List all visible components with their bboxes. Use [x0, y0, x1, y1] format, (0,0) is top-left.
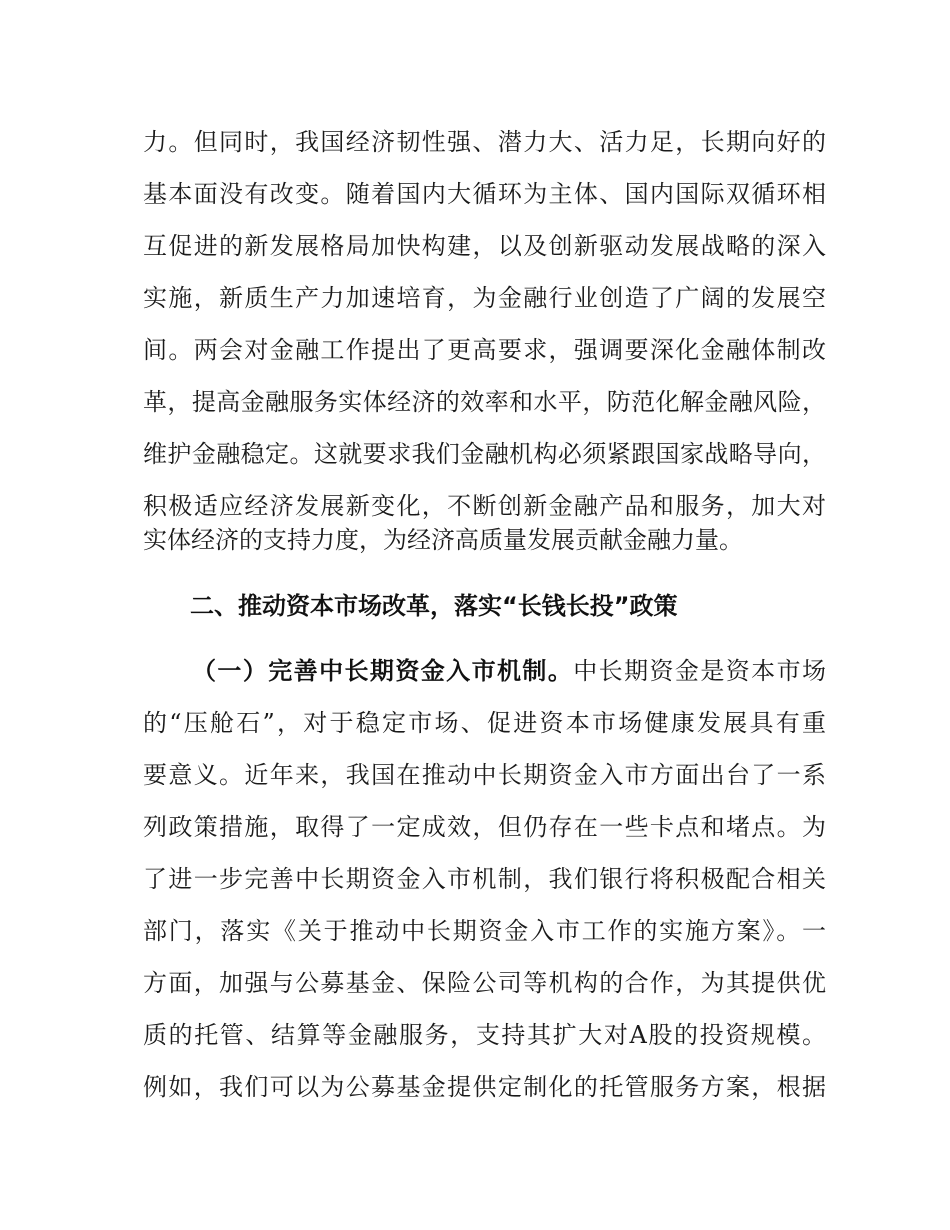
paragraph-line: 维护金融稳定。这就要求我们金融机构必须紧跟国家战略导向， — [143, 440, 826, 468]
paragraph-line: 质的托管、结算等金融服务，支持其扩大对A股的投资规模。 — [143, 1021, 826, 1049]
paragraph-line: 方面，加强与公募基金、保险公司等机构的合作，为其提供优 — [143, 969, 826, 997]
paragraph-line: 的“压舱石”，对于稳定市场、促进资本市场健康发展具有重 — [143, 709, 826, 737]
paragraph-line: 例如，我们可以为公募基金提供定制化的托管服务方案，根据 — [143, 1073, 826, 1101]
paragraph-line: 间。两会对金融工作提出了更高要求，强调要深化金融体制改 — [143, 336, 826, 364]
paragraph-line: 列政策措施，取得了一定成效，但仍存在一些卡点和堵点。为 — [143, 813, 826, 841]
paragraph-line: 革，提高金融服务实体经济的效率和水平，防范化解金融风险， — [143, 388, 826, 416]
paragraph-line: 了进一步完善中长期资金入市机制，我们银行将积极配合相关 — [143, 865, 826, 893]
paragraph-line: 积极适应经济发展新变化，不断创新金融产品和服务，加大对 — [143, 492, 826, 520]
paragraph-line: 力。但同时，我国经济韧性强、潜力大、活力足，长期向好的 — [143, 128, 826, 156]
subsection-first-line — [192, 647, 826, 695]
paragraph-line: 实体经济的支持力度，为经济高质量发展贡献金融力量。 — [143, 526, 743, 554]
subsection-heading: （一）完善中长期资金入市机制。 — [192, 657, 574, 685]
paragraph-line: 部门，落实《关于推动中长期资金入市工作的实施方案》。一 — [143, 917, 826, 945]
paragraph-line: 基本面没有改变。随着国内大循环为主体、国内国际双循环相 — [143, 180, 826, 208]
paragraph-text: 中长期资金是资本市场 — [573, 657, 826, 685]
paragraph-line: 要意义。近年来，我国在推动中长期资金入市方面出台了一系 — [143, 761, 826, 789]
paragraph-line: 互促进的新发展格局加快构建，以及创新驱动发展战略的深入 — [143, 232, 826, 260]
section-heading: 二、推动资本市场改革，落实“长钱长投”政策 — [190, 592, 678, 620]
paragraph-line: 实施，新质生产力加速培育，为金融行业创造了广阔的发展空 — [143, 284, 826, 312]
